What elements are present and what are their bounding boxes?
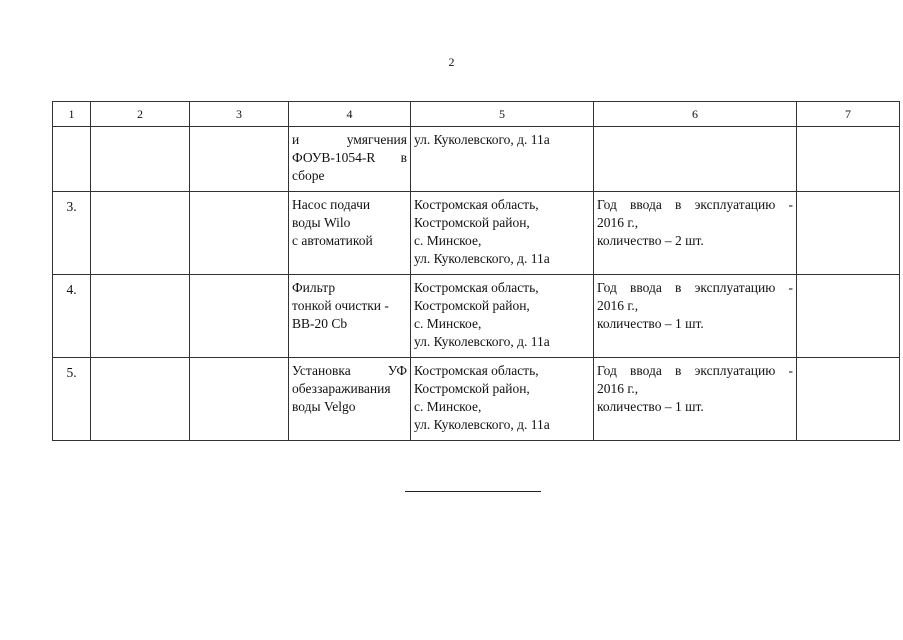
equipment-name-cell bbox=[289, 192, 411, 275]
cell-line: воды Wilo bbox=[292, 215, 351, 230]
table-row bbox=[53, 275, 900, 358]
address-cell bbox=[411, 275, 594, 358]
empty-cell bbox=[797, 127, 900, 192]
cell-line: 2016 г., bbox=[597, 298, 639, 313]
page-number: 2 bbox=[448, 55, 455, 69]
cell-line: ул. Куколевского, д. 11а bbox=[414, 334, 550, 349]
cell-line: Фильтр bbox=[292, 280, 336, 295]
cell-line: количество – 2 шт. bbox=[597, 233, 704, 248]
table-row bbox=[53, 358, 900, 441]
footer-divider bbox=[405, 491, 541, 492]
cell-line: тонкой очистки - bbox=[292, 298, 389, 313]
table-row bbox=[53, 127, 900, 192]
cell-line: ул. Куколевского, д. 11а bbox=[414, 132, 550, 147]
empty-cell bbox=[190, 127, 289, 192]
header-cell: 5 bbox=[411, 102, 594, 127]
equipment-name-cell bbox=[289, 127, 411, 192]
empty-cell bbox=[91, 192, 190, 275]
cell-line: Костромская область, bbox=[414, 363, 539, 378]
cell-line: с. Минское, bbox=[414, 316, 482, 331]
cell-line: количество – 1 шт. bbox=[597, 399, 704, 414]
cell-line: с автоматикой bbox=[292, 233, 373, 248]
cell-line: Год ввода в эксплуатацию - bbox=[597, 363, 793, 378]
row-number-cell: 5. bbox=[53, 358, 91, 441]
empty-cell bbox=[797, 275, 900, 358]
details-cell bbox=[594, 358, 797, 441]
header-cell: 7 bbox=[797, 102, 900, 127]
cell-line: ФОУВ-1054-R в bbox=[292, 150, 407, 165]
equipment-name-cell bbox=[289, 358, 411, 441]
empty-cell bbox=[797, 192, 900, 275]
empty-cell bbox=[91, 358, 190, 441]
details-cell bbox=[594, 192, 797, 275]
header-cell: 3 bbox=[190, 102, 289, 127]
table-row bbox=[53, 192, 900, 275]
cell-line: обеззараживания bbox=[292, 381, 391, 396]
details-cell bbox=[594, 275, 797, 358]
address-cell bbox=[411, 127, 594, 192]
cell-line: количество – 1 шт. bbox=[597, 316, 704, 331]
cell-line: Костромской район, bbox=[414, 298, 530, 313]
empty-cell bbox=[190, 275, 289, 358]
cell-line: с. Минское, bbox=[414, 399, 482, 414]
cell-line: и умягчения bbox=[292, 132, 407, 147]
cell-line: воды Velgo bbox=[292, 399, 356, 414]
empty-cell bbox=[190, 192, 289, 275]
header-cell: 1 bbox=[53, 102, 91, 127]
empty-cell bbox=[797, 358, 900, 441]
details-cell bbox=[594, 127, 797, 192]
row-number-cell: 3. bbox=[53, 192, 91, 275]
cell-line: Костромская область, bbox=[414, 280, 539, 295]
equipment-name-cell bbox=[289, 275, 411, 358]
address-cell bbox=[411, 358, 594, 441]
cell-line: Год ввода в эксплуатацию - bbox=[597, 280, 793, 295]
cell-line: Костромской район, bbox=[414, 381, 530, 396]
table-header-row bbox=[53, 102, 900, 127]
equipment-table bbox=[52, 101, 900, 441]
cell-line: Год ввода в эксплуатацию - bbox=[597, 197, 793, 212]
empty-cell bbox=[91, 127, 190, 192]
cell-line: 2016 г., bbox=[597, 381, 639, 396]
row-number-cell: 4. bbox=[53, 275, 91, 358]
empty-cell bbox=[190, 358, 289, 441]
header-cell: 2 bbox=[91, 102, 190, 127]
cell-line: Костромская область, bbox=[414, 197, 539, 212]
cell-line: Установка УФ bbox=[292, 363, 407, 378]
address-cell bbox=[411, 192, 594, 275]
cell-line: ул. Куколевского, д. 11а bbox=[414, 251, 550, 266]
empty-cell bbox=[91, 275, 190, 358]
cell-line: ул. Куколевского, д. 11а bbox=[414, 417, 550, 432]
cell-line: с. Минское, bbox=[414, 233, 482, 248]
cell-line: Насос подачи bbox=[292, 197, 371, 212]
header-cell: 4 bbox=[289, 102, 411, 127]
cell-line: Костромской район, bbox=[414, 215, 530, 230]
row-number-cell bbox=[53, 127, 91, 192]
cell-line: 2016 г., bbox=[597, 215, 639, 230]
header-cell: 6 bbox=[594, 102, 797, 127]
cell-line: сборе bbox=[292, 168, 325, 183]
cell-line: ВВ-20 Cb bbox=[292, 316, 348, 331]
